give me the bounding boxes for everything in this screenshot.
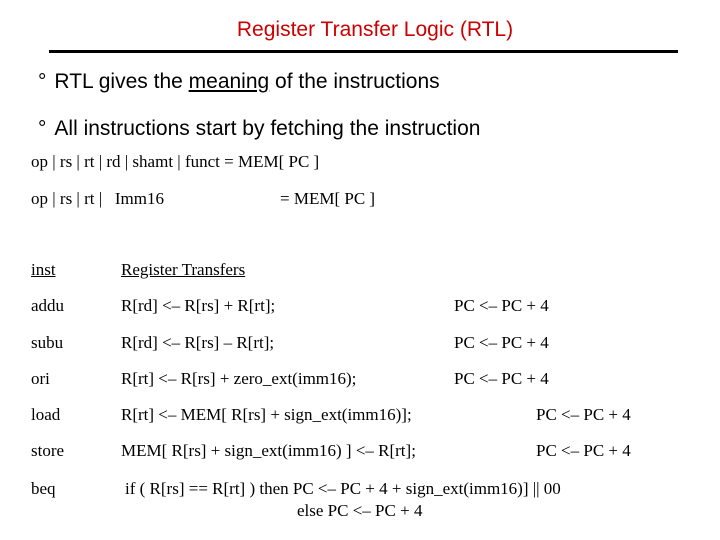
row-transfer: R[rt] <– MEM[ R[rs] + sign_ext(imm16)]; — [121, 405, 412, 424]
bullet-text-post: of the instructions — [269, 70, 440, 93]
row-inst: store — [31, 441, 65, 460]
row-inst: subu — [31, 333, 64, 352]
slide-title: Register Transfer Logic (RTL) — [236, 18, 514, 41]
row-transfer: R[rd] <– R[rs] – R[rt]; — [121, 333, 275, 352]
row-inst: ori — [31, 369, 50, 388]
fetch-format-i-rhs: = MEM[ PC ] — [280, 189, 376, 208]
row-pc-update: PC <– PC + 4 — [536, 405, 631, 424]
row-transfer: if ( R[rs] == R[rt] ) then PC <– PC + 4 + sign_ext(imm16)] || 00 — [125, 479, 561, 498]
column-header-inst: inst — [31, 260, 56, 279]
row-pc-update: PC <– PC + 4 — [536, 441, 631, 460]
row-pc-update: PC <– PC + 4 — [454, 296, 549, 315]
bullet-text: All instructions start by fetching the instruction — [54, 117, 481, 140]
row-transfer: MEM[ R[rs] + sign_ext(imm16) ] <– R[rt]; — [121, 441, 416, 460]
fetch-format-i: op | rs | rt | Imm16 — [31, 189, 164, 208]
row-transfer: R[rd] <– R[rs] + R[rt]; — [121, 296, 276, 315]
row-transfer: R[rt] <– R[rs] + zero_ext(imm16); — [121, 369, 357, 388]
bullet-marker: ° — [38, 117, 47, 140]
row-pc-update: PC <– PC + 4 — [454, 333, 549, 352]
row-transfer-else: else PC <– PC + 4 — [297, 501, 423, 520]
column-header-transfers: Register Transfers — [121, 260, 246, 279]
bullet-text-pre: RTL gives the — [54, 70, 189, 93]
row-inst: load — [31, 405, 61, 424]
row-pc-update: PC <– PC + 4 — [454, 369, 549, 388]
title-divider — [49, 50, 678, 53]
row-inst: addu — [31, 296, 65, 315]
bullet-emphasis: meaning — [188, 70, 270, 93]
bullet-marker: ° — [38, 70, 47, 93]
row-inst: beq — [31, 479, 56, 498]
fetch-format-r: op | rs | rt | rd | shamt | funct = MEM[ PC ] — [31, 152, 320, 171]
bullet-rtl-meaning — [38, 70, 440, 94]
bullet-fetch — [38, 117, 480, 141]
